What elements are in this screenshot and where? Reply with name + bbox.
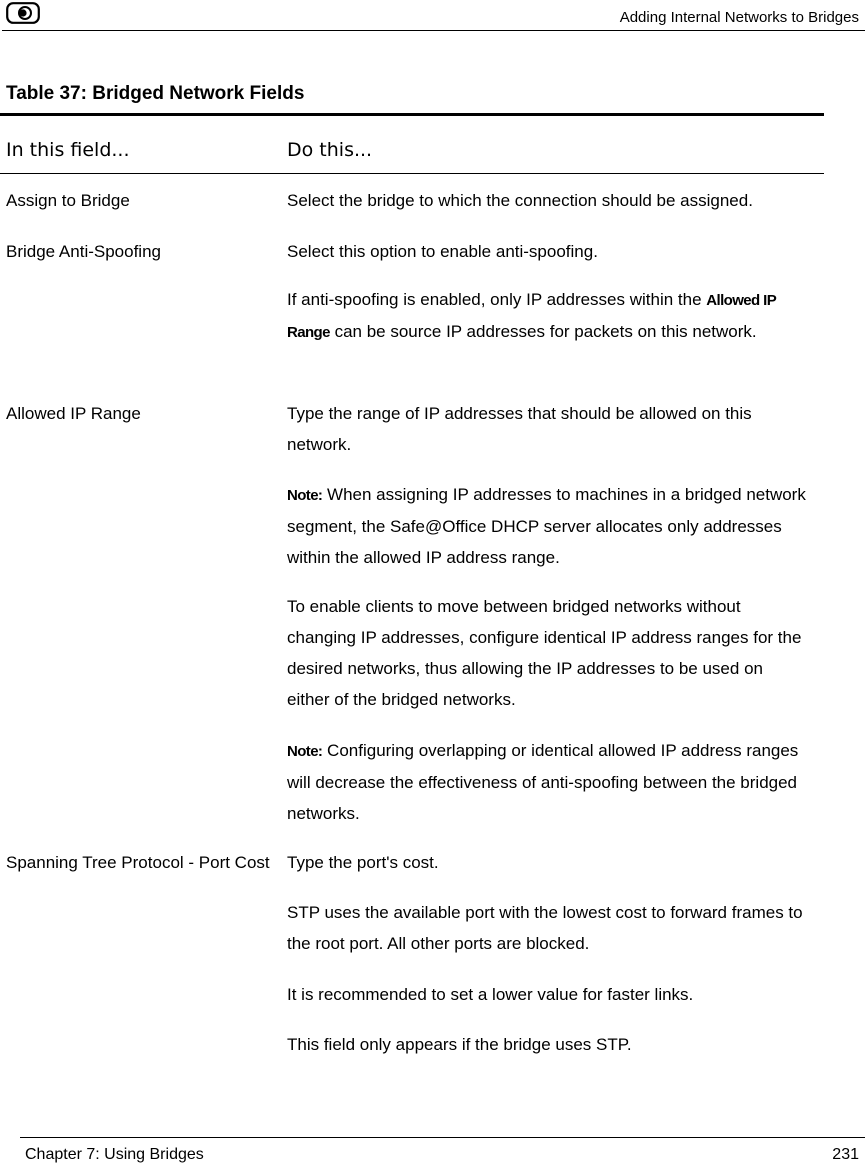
footer-divider [20, 1137, 865, 1138]
field-description [287, 284, 809, 348]
running-header-title: Adding Internal Networks to Bridges [619, 9, 859, 26]
footer-chapter: Chapter 7: Using Bridges [25, 1146, 204, 1163]
note-paragraph [287, 479, 809, 573]
note-label: Note: [287, 743, 323, 760]
description-text: can be source IP addresses for packets on this network. [329, 322, 757, 341]
note-paragraph [287, 735, 809, 829]
field-description: To enable clients to move between bridged networks without changing IP addresses, configure identical IP address ranges for the desired networks, thus allowing the IP addresses to be used on either of the bridged networks. [287, 597, 802, 709]
field-description: It is recommended to set a lower value for faster links. [287, 985, 694, 1004]
table-top-rule [0, 113, 824, 116]
note-label: Note: [287, 487, 323, 504]
note-text: Configuring overlapping or identical allowed IP address ranges will decrease the effectiveness of anti-spoofing between the bridged networks. [287, 741, 799, 823]
column-header-action: Do this... [287, 139, 373, 161]
field-description: STP uses the available port with the lowest cost to forward frames to the root port. All other ports are blocked. [287, 903, 803, 953]
description-text: If anti-spoofing is enabled, only IP addresses within the [287, 290, 707, 309]
header-divider [2, 30, 865, 31]
field-description: Select the bridge to which the connection should be assigned. [287, 191, 753, 210]
table-title: Table 37: Bridged Network Fields [6, 83, 305, 104]
column-header-field: In this field... [6, 139, 130, 161]
field-name-bridge-anti-spoofing: Bridge Anti-Spoofing [6, 242, 161, 261]
page-number: 231 [832, 1146, 859, 1163]
ui-field-reference: Allowed IP Range [287, 292, 776, 341]
field-name-allowed-ip-range: Allowed IP Range [6, 404, 141, 423]
note-text: When assigning IP addresses to machines in a bridged network segment, the Safe@Office DHCP server allocates only addresses within the allowed IP address range. [287, 485, 806, 567]
field-name-assign-to-bridge: Assign to Bridge [6, 191, 130, 210]
field-description: Select this option to enable anti-spoofing. [287, 242, 598, 261]
field-description: Type the port's cost. [287, 853, 439, 872]
field-name-stp-port-cost: Spanning Tree Protocol - Port Cost [6, 853, 270, 872]
field-description: Type the range of IP addresses that should be allowed on this network. [287, 404, 752, 454]
table-header-rule [0, 173, 824, 174]
check-point-logo-icon [6, 2, 40, 24]
field-description: This field only appears if the bridge uses STP. [287, 1035, 632, 1054]
